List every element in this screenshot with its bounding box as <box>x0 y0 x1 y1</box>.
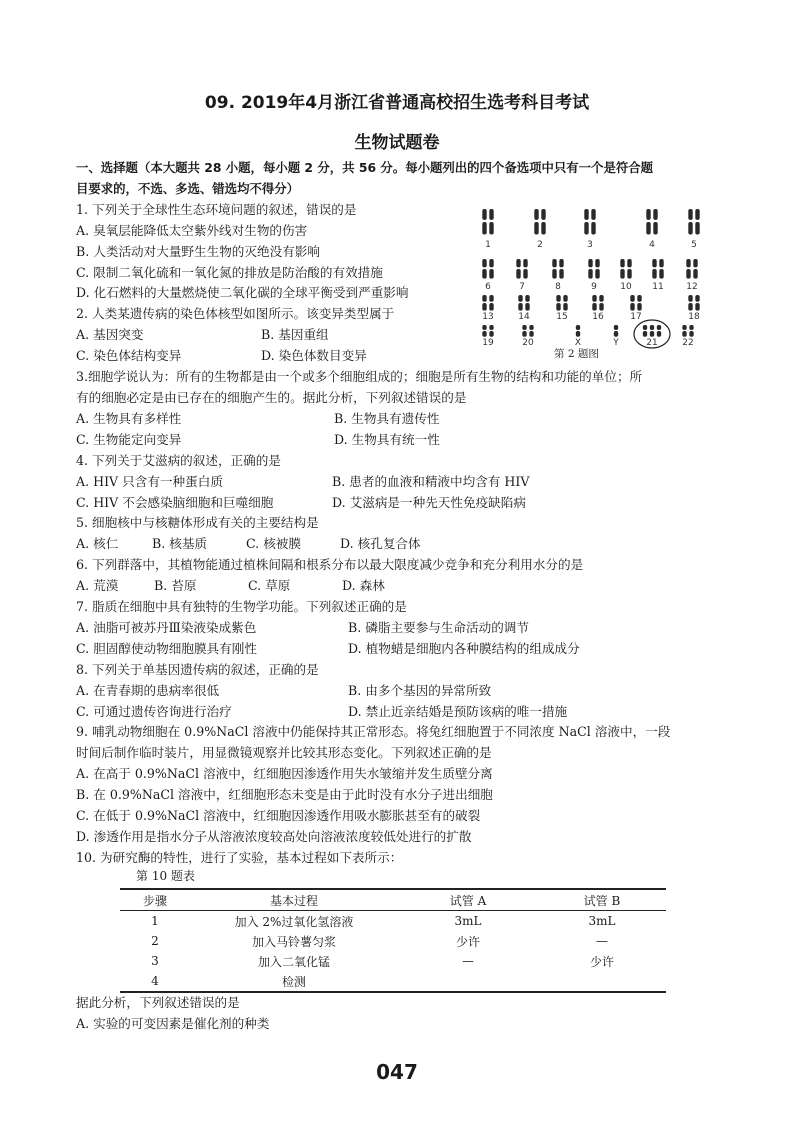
section-instruction-line1: 一、选择题（本大题共 28 小题，每小题 2 分，共 56 分。每小题列出的四个备选项中只有一个是符合题 <box>76 160 654 175</box>
q8-option-d: D. 禁止近亲结婚是预防该病的唯一措施 <box>348 703 568 719</box>
q5-option-d: D. 核孔复合体 <box>340 536 421 552</box>
chromosome-2 <box>529 208 551 236</box>
table-cell: 4 <box>120 971 190 992</box>
table-caption: 第 10 题表 <box>136 869 195 883</box>
q3-stem-line1: 3.细胞学说认为：所有的生物都是由一个或多个细胞组成的；细胞是所有生物的结构和功能的单位；所 <box>76 369 643 385</box>
q10-after-table: 据此分析，下列叙述错误的是 <box>76 995 240 1010</box>
table-cell <box>398 971 538 992</box>
q4-option-a: A. HIV 只含有一种蛋白质 <box>76 473 223 489</box>
q6-options <box>76 576 726 597</box>
chromosome-12 <box>681 258 703 280</box>
chromosome-label-18: 18 <box>688 312 700 322</box>
table-cell <box>538 971 666 992</box>
chromosome-label-13: 13 <box>482 312 494 322</box>
figure-caption: 第 2 题图 <box>554 348 599 360</box>
page-subtitle: 生物试题卷 <box>354 133 440 153</box>
q4-option-c: C. HIV 不会感染脑细胞和巨噬细胞 <box>76 494 274 510</box>
q9-option-a: A. 在高于 0.9%NaCl 溶液中，红细胞因渗透作用失水皱缩并发生质壁分离 <box>76 766 493 782</box>
chromosome-6 <box>477 258 499 280</box>
q3-option-d: D. 生物具有统一性 <box>334 431 440 447</box>
chromosome-label-7: 7 <box>519 282 525 292</box>
table-cell: — <box>596 934 608 948</box>
q4-options-row2 <box>76 493 726 514</box>
q5-options <box>76 534 726 555</box>
q9-stem-line2: 时间后制作临时装片，用显微镜观察并比较其形态变化。下列叙述正确的是 <box>76 745 492 761</box>
q9-option-b: B. 在 0.9%NaCl 溶液中，红细胞形态未变是由于此时没有水分子进出细胞 <box>76 787 493 803</box>
q3-option-b: B. 生物具有遗传性 <box>334 410 440 426</box>
chromosome-Y <box>605 324 627 338</box>
q3-option-c: C. 生物能定向变异 <box>76 431 182 447</box>
page-number: 047 <box>376 1060 418 1084</box>
q2-option-c: C. 染色体结构变异 <box>76 348 182 364</box>
chromosome-label-21: 21 <box>646 338 658 348</box>
chromosome-17 <box>625 294 647 312</box>
chromosome-label-20: 20 <box>522 338 534 348</box>
q2-option-b: B. 基因重组 <box>261 327 329 343</box>
q10-continuation <box>76 992 269 1034</box>
chromosome-label-4: 4 <box>649 240 655 250</box>
page-title: 09. 2019年4月浙江省普通高校招生选考科目考试 <box>204 93 590 113</box>
q1-option-b: B. 人类活动对大量野生生物的灭绝没有影响 <box>76 243 320 259</box>
q8-option-a: A. 在青春期的患病率很低 <box>76 682 220 698</box>
chromosome-4 <box>641 208 663 236</box>
chromosome-label-19: 19 <box>482 338 494 348</box>
table-cell: 1 <box>151 914 159 928</box>
table-header-cell: 试管 B <box>538 889 666 911</box>
table-row <box>120 931 666 951</box>
chromosome-18 <box>683 294 705 312</box>
chromosome-label-Y: Y <box>613 338 619 348</box>
chromosome-label-9: 9 <box>591 282 597 292</box>
chromosome-label-12: 12 <box>686 282 698 292</box>
q4-option-b: B. 患者的血液和精液中均含有 HIV <box>332 473 530 489</box>
table-cell: — <box>462 954 474 968</box>
q4-options-row1 <box>76 472 726 493</box>
chromosome-label-14: 14 <box>518 312 530 322</box>
trisomy-circle <box>632 318 672 350</box>
q3-options-row1 <box>76 409 726 430</box>
chromosome-label-1: 1 <box>485 240 491 250</box>
chromosome-label-5: 5 <box>691 240 697 250</box>
q6-option-b: B. 苔原 <box>154 578 197 594</box>
q6-option-c: C. 草原 <box>248 578 291 594</box>
chromosome-label-2: 2 <box>537 240 543 250</box>
q5-option-c: C. 核被膜 <box>246 536 301 552</box>
table-cell: 加入二氧化锰 <box>257 954 330 969</box>
chromosome-1 <box>477 208 499 236</box>
chromosome-9 <box>583 258 605 280</box>
q8-option-b: B. 由多个基因的异常所致 <box>348 682 492 698</box>
q2-stem: 2. 人类某遗传病的染色体核型如图所示。该变异类型属于 <box>76 306 395 322</box>
table-cell: 2 <box>151 934 159 948</box>
chromosome-7 <box>511 258 533 280</box>
q7-options-row2 <box>76 639 726 660</box>
q8-option-c: C. 可通过遗传咨询进行治疗 <box>76 703 232 719</box>
q8-options-row1 <box>76 681 726 702</box>
chromosome-label-X: X <box>574 338 582 348</box>
q1-option-a: A. 臭氧层能降低太空紫外线对生物的伤害 <box>76 222 308 238</box>
section-instruction-line2: 目要求的，不选、多选、错选均不得分） <box>76 180 300 196</box>
q10-stem: 10. 为研究酶的特性，进行了实验，基本过程如下表所示： <box>76 849 403 865</box>
table-header-cell: 试管 A <box>398 889 538 911</box>
q5-stem: 5. 细胞核中与核糖体形成有关的主要结构是 <box>76 515 319 531</box>
chromosome-14 <box>513 294 535 312</box>
q2-option-a: A. 基因突变 <box>76 327 144 343</box>
q7-stem: 7. 脂质在细胞中具有独特的生物学功能。下列叙述正确的是 <box>76 599 407 615</box>
q7-option-d: D. 植物蜡是细胞内各种膜结构的组成成分 <box>348 640 580 656</box>
q8-options-row2 <box>76 702 726 723</box>
chromosome-label-17: 17 <box>630 312 642 322</box>
chromosome-13 <box>477 294 499 312</box>
q1-option-d: D. 化石燃料的大量燃烧使二氧化碳的全球平衡受到严重影响 <box>76 285 409 301</box>
q9-option-c: C. 在低于 0.9%NaCl 溶液中，红细胞因渗透作用吸水膨胀甚至有的破裂 <box>76 808 481 824</box>
chromosome-16 <box>587 294 609 312</box>
chromosome-label-22: 22 <box>682 338 694 348</box>
q6-option-d: D. 森林 <box>342 578 385 594</box>
table-row <box>120 951 666 971</box>
chromosome-8 <box>547 258 569 280</box>
chromosome-label-6: 6 <box>485 282 491 292</box>
chromosome-15 <box>551 294 573 312</box>
q6-stem: 6. 下列群落中，其植物能通过植株间隔和根系分布以最大限度减少竞争和充分利用水分的是 <box>76 557 584 573</box>
karyotype-figure <box>466 202 714 364</box>
table-row <box>120 971 666 992</box>
q6-option-a: A. 荒漠 <box>76 578 119 594</box>
chromosome-label-3: 3 <box>587 240 593 250</box>
chromosome-11 <box>647 258 669 280</box>
table-header-cell: 基本过程 <box>190 889 398 911</box>
chromosome-10 <box>615 258 637 280</box>
q2-option-d: D. 染色体数目变异 <box>261 348 367 364</box>
chromosome-5 <box>683 208 705 236</box>
table-cell: 检测 <box>190 971 398 992</box>
chromosome-20 <box>517 324 539 338</box>
table-cell: 3mL <box>454 914 482 928</box>
q7-option-a: A. 油脂可被苏丹Ⅲ染液染成紫色 <box>76 619 257 635</box>
q5-option-a: A. 核仁 <box>76 536 119 552</box>
q3-option-a: A. 生物具有多样性 <box>76 410 182 426</box>
q10-option-a: A. 实验的可变因素是催化剂的种类 <box>76 1016 270 1031</box>
q3-options-row2 <box>76 430 726 451</box>
table-cell: 少许 <box>589 954 614 969</box>
table-cell: 3 <box>151 954 159 968</box>
table-header-row <box>120 889 666 911</box>
chromosome-3 <box>579 208 601 236</box>
q1-stem: 1. 下列关于全球性生态环境问题的叙述，错误的是 <box>76 201 357 217</box>
q1-option-c: C. 限制二氧化硫和一氧化氮的排放是防治酸的有效措施 <box>76 264 383 280</box>
chromosome-label-11: 11 <box>652 282 664 292</box>
chromosome-label-15: 15 <box>556 312 568 322</box>
chromosome-22 <box>677 324 699 338</box>
chromosome-X <box>567 324 589 338</box>
q7-options-row1 <box>76 618 726 639</box>
table-cell: 加入马铃薯匀浆 <box>251 934 336 949</box>
q7-option-b: B. 磷脂主要参与生命活动的调节 <box>348 619 529 635</box>
experiment-table <box>120 888 666 993</box>
chromosome-label-10: 10 <box>620 282 632 292</box>
q3-stem-line2: 有的细胞必定是由已存在的细胞产生的。据此分析，下列叙述错误的是 <box>76 389 467 405</box>
chromosome-label-8: 8 <box>555 282 561 292</box>
q4-option-d: D. 艾滋病是一种先天性免疫缺陷病 <box>332 494 526 510</box>
chromosome-19 <box>477 324 499 338</box>
table-header-cell: 步骤 <box>120 889 190 911</box>
table-cell: 3mL <box>588 914 616 928</box>
q7-option-c: C. 胆固醇使动物细胞膜具有刚性 <box>76 640 257 656</box>
q4-stem: 4. 下列关于艾滋病的叙述，正确的是 <box>76 452 281 468</box>
q8-stem: 8. 下列关于单基因遗传病的叙述，正确的是 <box>76 661 319 677</box>
table-cell: 少许 <box>455 934 480 949</box>
table-row <box>120 911 666 932</box>
chromosome-label-16: 16 <box>592 312 604 322</box>
q5-option-b: B. 核基质 <box>152 536 208 552</box>
q9-option-d: D. 渗透作用是指水分子从溶液浓度较高处向溶液浓度较低处进行的扩散 <box>76 829 472 844</box>
q9-stem-line1: 9. 哺乳动物细胞在 0.9%NaCl 溶液中仍能保持其正常形态。将兔红细胞置于不同浓度 NaCl 溶液中，一段 <box>76 724 671 740</box>
table-cell: 加入 2%过氧化氢溶液 <box>234 914 354 929</box>
